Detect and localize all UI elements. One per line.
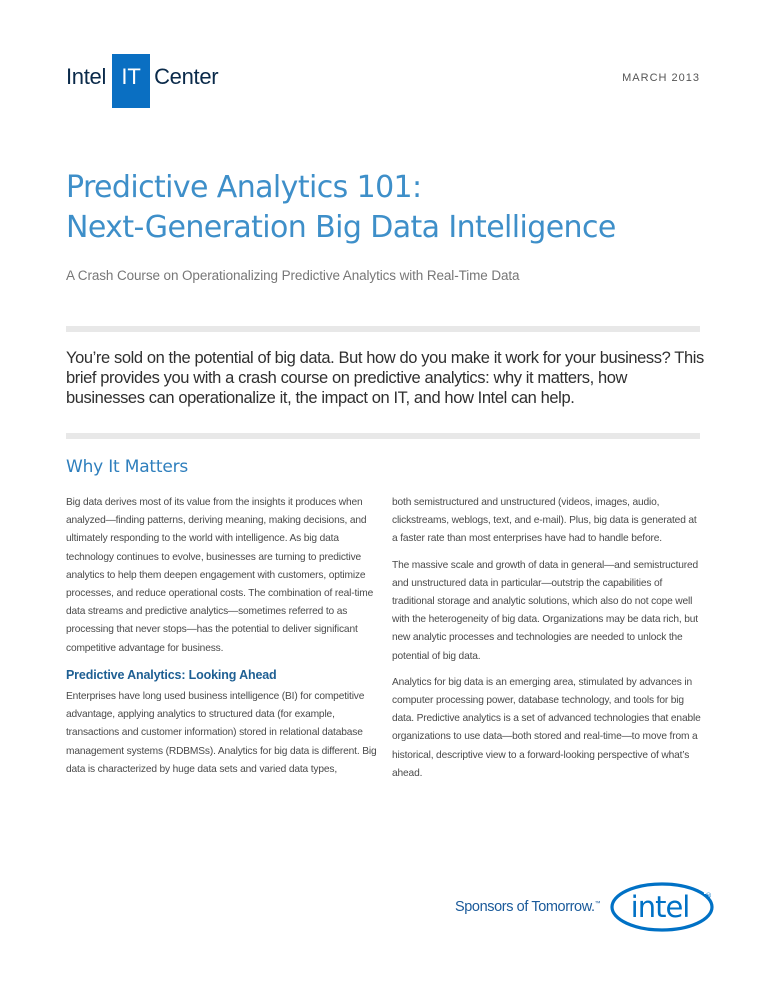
intel-logo-icon xyxy=(606,880,718,934)
logo-word-intel: Intel xyxy=(66,64,107,89)
divider-band-top xyxy=(66,326,700,332)
section-heading: Why It Matters xyxy=(66,457,189,477)
logo-word-it: IT xyxy=(121,64,141,89)
trademark-mark: ™ xyxy=(594,901,601,908)
title-line-1: Predictive Analytics 101: xyxy=(66,170,422,205)
tagline-text: Sponsors of Tomorrow. xyxy=(455,899,595,915)
publication-date: MARCH 2013 xyxy=(622,72,700,84)
footer-branding xyxy=(455,880,718,934)
intro-paragraph: You’re sold on the potential of big data. But how do you make it work for your business? This brief provides you with a crash course on predictive analytics: why it matters, how businesses can operationalize it, the impact on IT, and how Intel can help. xyxy=(66,349,704,407)
body-paragraph: both semistructured and unstructured (videos, images, audio, clickstreams, weblogs, text, and e-mail). Plus, big data is generated at a faster rate than most enterprises have had to handle before. xyxy=(392,497,697,545)
title-line-2: Next-Generation Big Data Intelligence xyxy=(66,210,616,245)
intel-it-center-logo xyxy=(66,62,218,110)
text-column-right xyxy=(392,494,704,791)
document-subtitle: A Crash Course on Operationalizing Predictive Analytics with Real-Time Data xyxy=(66,268,520,283)
text-column-left xyxy=(66,494,378,787)
logo-it-badge xyxy=(112,62,150,110)
sponsors-tagline xyxy=(455,899,600,915)
subheading: Predictive Analytics: Looking Ahead xyxy=(66,667,277,682)
document-title xyxy=(66,168,706,248)
logo-word-center: Center xyxy=(154,64,219,89)
body-paragraph: Analytics for big data is an emerging area, stimulated by advances in computer processing power, database technology, and tools for big data. Predictive analytics is a set of advanced technologies that enable organizations to use data—both stored and real-time—to move from a historical, descriptive view to a forward-looking perspective of what’s ahead. xyxy=(392,676,701,779)
intel-logo-text: intel xyxy=(630,890,690,924)
body-paragraph: Big data derives most of its value from the insights it produces when analyzed—finding patterns, deriving meaning, making decisions, and ultimately responding to the world with intelligence. As big data technology continues to evolve, businesses are turning to predictive analytics to help them deepen engagement with customers, optimize processes, and reduce operational costs. The combination of real-time data streams and predictive analytics—sometimes referred to as processing that never stops—has the potential to deliver significant competitive advantage for business. xyxy=(66,497,374,654)
registered-mark: ® xyxy=(705,892,713,900)
body-paragraph: Enterprises have long used business intelligence (BI) for competitive advantage, applying analytics to structured data (for example, transactions and customer information) stored in relational database management systems (RDBMSs). Analytics for big data is different. Big data is characterized by huge data sets and varied data types, xyxy=(66,691,377,775)
divider-band-bottom xyxy=(66,433,700,439)
body-paragraph: The massive scale and growth of data in general—and semistructured and unstructured data in particular—outstrip the capabilities of traditional storage and analytic solutions, which also do not cope well with the heterogeneity of big data. Organizations may be data rich, but new analytic processes and technologies are needed to unlock the potential of big data. xyxy=(392,559,699,662)
